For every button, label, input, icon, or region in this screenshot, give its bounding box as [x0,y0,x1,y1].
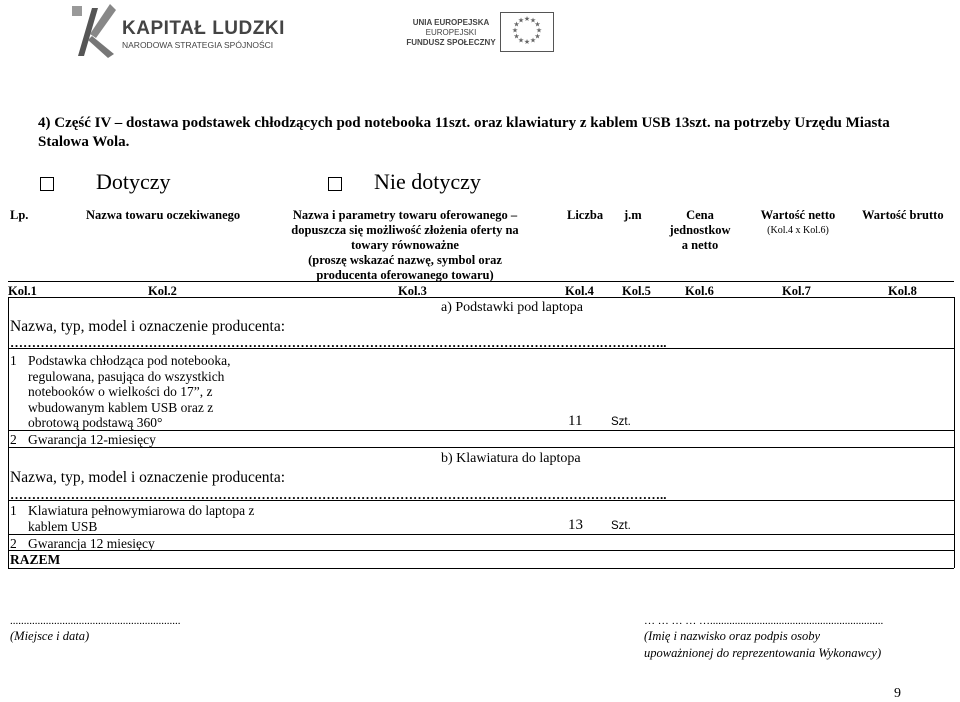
header-wartosc-brutto: Wartość brutto [862,208,944,222]
header-lp: Lp. [10,208,29,222]
svg-text:★: ★ [517,36,525,45]
svg-text:★: ★ [523,38,531,46]
option-dotyczy-label: Dotyczy [96,169,171,194]
signature-dots[interactable]: … … … … …............................................................... [644,615,884,627]
item-qty: 11 [568,413,583,429]
table-line [8,568,954,569]
kapital-ludzki-subtitle: NARODOWA STRATEGIA SPÓJNOŚCI [122,40,274,50]
svg-text:★: ★ [523,15,531,23]
checkbox-icon[interactable] [40,177,54,191]
svg-text:★: ★ [513,32,520,41]
item-unit: Szt. [611,520,631,532]
header-jm: j.m [624,208,642,222]
section-a-dots[interactable]: …………………………………………………………………………………………………………………………………….. [10,335,667,350]
section-a-title: a) Podstawki pod laptopa [441,300,583,315]
svg-text:★: ★ [534,32,541,41]
item-description: Podstawka chłodząca pod notebooka, regulowana, pasująca do wszystkich notebooków o wielkości do 17”, z wbudowanym kablem USB oraz z obrotową podstawą 360° [28,353,231,430]
razem-label: RAZEM [10,552,61,567]
kapital-ludzki-title: KAPITAŁ LUDZKI [122,18,285,39]
header-cena: Cena jednostkow a netto [669,208,731,252]
option-dotyczy[interactable] [40,169,171,195]
header-wartosc-netto: Wartość netto (Kol.4 x Kol.6) [760,208,836,236]
option-nie-dotyczy-label: Nie dotyczy [374,169,481,194]
col-number: Kol.5 [622,284,651,298]
svg-text:★: ★ [529,36,537,45]
item-number: 2 [10,432,17,447]
section-b-producer-label: Nazwa, typ, model i oznaczenie producenta: [10,469,286,486]
section-b-title: b) Klawiatura do laptopa [441,451,581,466]
header-liczba: Liczba [567,208,604,222]
section-heading: 4) Część IV – dostawa podstawek chłodzących pod notebooka 11szt. oraz klawiatury z kablem USB 13szt. na potrzeby Urzędu Miasta Stalowa Wola. [38,115,890,150]
place-date-dots[interactable]: .............................................................. [10,615,181,627]
col-number: Kol.2 [148,284,177,298]
svg-text:★: ★ [535,26,543,35]
svg-text:★: ★ [517,16,525,25]
item-number: 1 [10,353,17,368]
section-b-dots[interactable]: …………………………………………………………………………………………………………………………………….. [10,487,667,502]
svg-text:★: ★ [513,20,520,29]
item-description: Gwarancja 12 miesięcy [28,536,155,551]
svg-text:★: ★ [529,16,537,25]
item-unit: Szt. [611,416,631,428]
table-line [954,297,955,568]
kapital-ludzki-logo [70,2,120,58]
item-number: 2 [10,536,17,551]
col-number: Kol.1 [8,284,37,298]
table-line [8,534,954,535]
page-number: 9 [894,686,901,701]
item-qty: 13 [568,517,583,533]
table-line [8,297,9,568]
svg-text:★: ★ [534,20,541,29]
header-nazwa: Nazwa towaru oczekiwanego [86,208,241,222]
section-a-producer-label: Nazwa, typ, model i oznaczenie producenta: [10,318,286,335]
item-description: Gwarancja 12-miesięcy [28,432,156,447]
svg-text:★: ★ [511,26,519,35]
ue-logo-text: UNIA EUROPEJSKA EUROPEJSKI FUNDUSZ SPOŁECZNY [406,18,496,47]
col-number: Kol.7 [782,284,811,298]
header-params: Nazwa i parametry towaru oferowanego – dopuszcza się możliwość złożenia oferty na towary równoważne (proszę wskazać nazwę, symbol oraz producenta oferowanego towaru) [291,208,519,282]
col-number: Kol.3 [398,284,427,298]
eu-flag-icon [500,12,554,52]
item-number: 1 [10,503,17,518]
col-number: Kol.4 [565,284,594,298]
col-number: Kol.6 [685,284,714,298]
checkbox-icon[interactable] [328,177,342,191]
signature-label: (Imię i nazwisko oraz podpis osoby upoważnionej do reprezentowania Wykonawcy) [644,629,882,660]
item-description: Klawiatura pełnowymiarowa do laptopa z kablem USB [28,503,255,534]
col-number: Kol.8 [888,284,917,298]
option-nie-dotyczy[interactable] [328,169,481,195]
place-date-label: (Miejsce i data) [10,629,90,643]
